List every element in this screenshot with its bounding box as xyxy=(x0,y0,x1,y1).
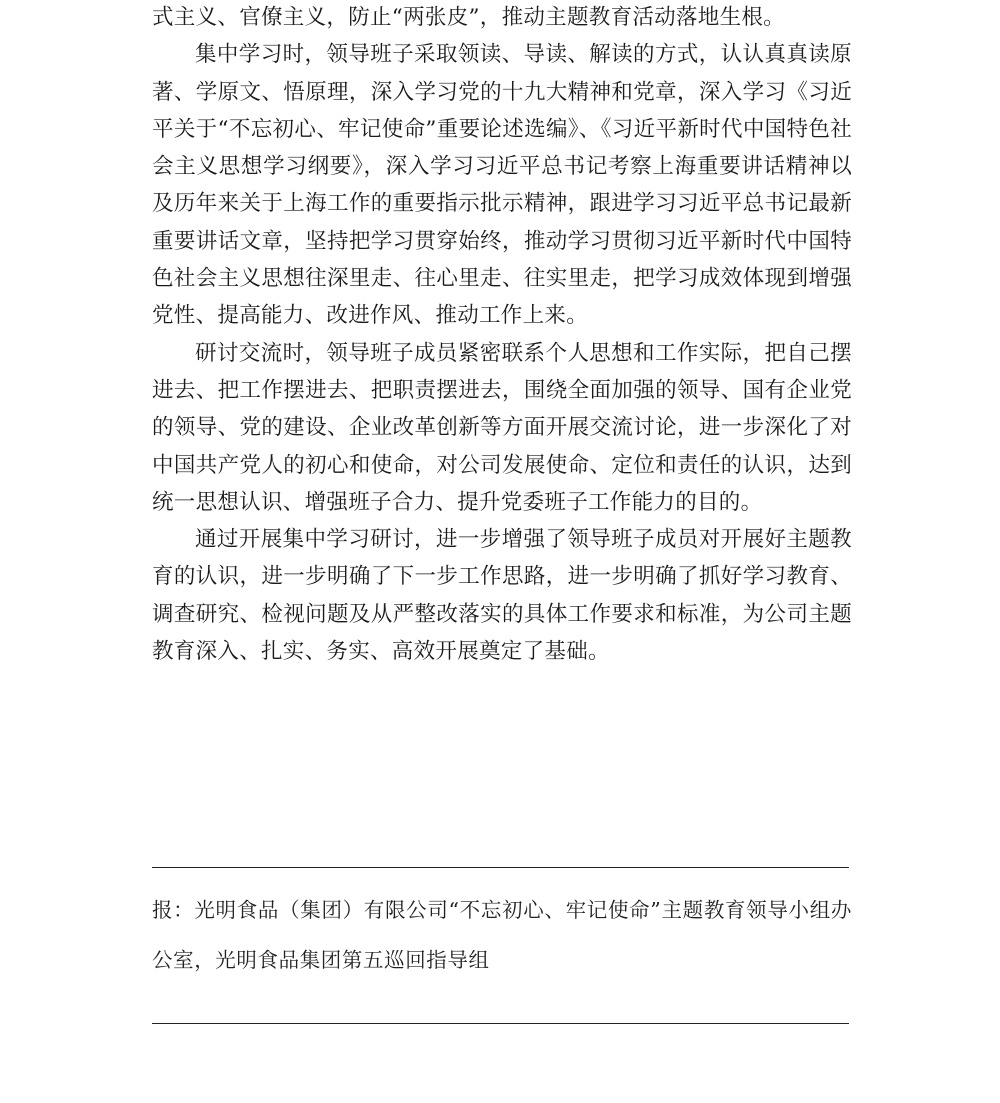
divider-bottom xyxy=(152,1023,849,1024)
paragraph-continued: 式主义、官僚主义，防止“两张皮”，推动主题教育活动落地生根。 xyxy=(152,5,785,30)
paragraph-conclusion: 通过开展集中学习研讨，进一步增强了领导班子成员对开展好主题教育的认识，进一步明确了下一步工作思路，进一步明确了抓好学习教育、调查研究、检视问题及从严整改落实的具体工作要求和标准，为公司主题教育深入、扎实、务实、高效开展奠定了基础。 xyxy=(152,527,852,665)
divider-top xyxy=(152,867,849,868)
paragraph-discussion: 研讨交流时，领导班子成员紧密联系个人思想和工作实际，把自己摆进去、把工作摆进去、把职责摆进去，围绕全面加强的领导、国有企业党的领导、党的建设、企业改革创新等方面开展交流讨论，进一步深化了对中国共产党人的初心和使命，对公司发展使命、定位和责任的认识，达到统一思想认识、增强班子合力、提升党委班子工作能力的目的。 xyxy=(152,340,852,515)
document-body xyxy=(152,0,852,670)
paragraph-study: 集中学习时，领导班子采取领读、导读、解读的方式，认认真真读原著、学原文、悟原理，深入学习党的十九大精神和党章，深入学习《习近平关于“不忘初心、牢记使命”重要论述选编》、《习近平新时代中国特色社会主义思想学习纲要》，深入学习习近平总书记考察上海重要讲话精神以及历年来关于上海工作的重要指示批示精神，跟进学习习近平总书记最新重要讲话文章，坚持把学习贯穿始终，推动学习贯彻习近平新时代中国特色社会主义思想往深里走、往心里走、往实里走，把学习成效体现到增强党性、提高能力、改进作风、推动工作上来。 xyxy=(152,42,852,329)
report-recipients: 报：光明食品（集团）有限公司“不忘初心、牢记使命”主题教育领导小组办公室，光明食品集团第五巡回指导组 xyxy=(152,898,852,972)
